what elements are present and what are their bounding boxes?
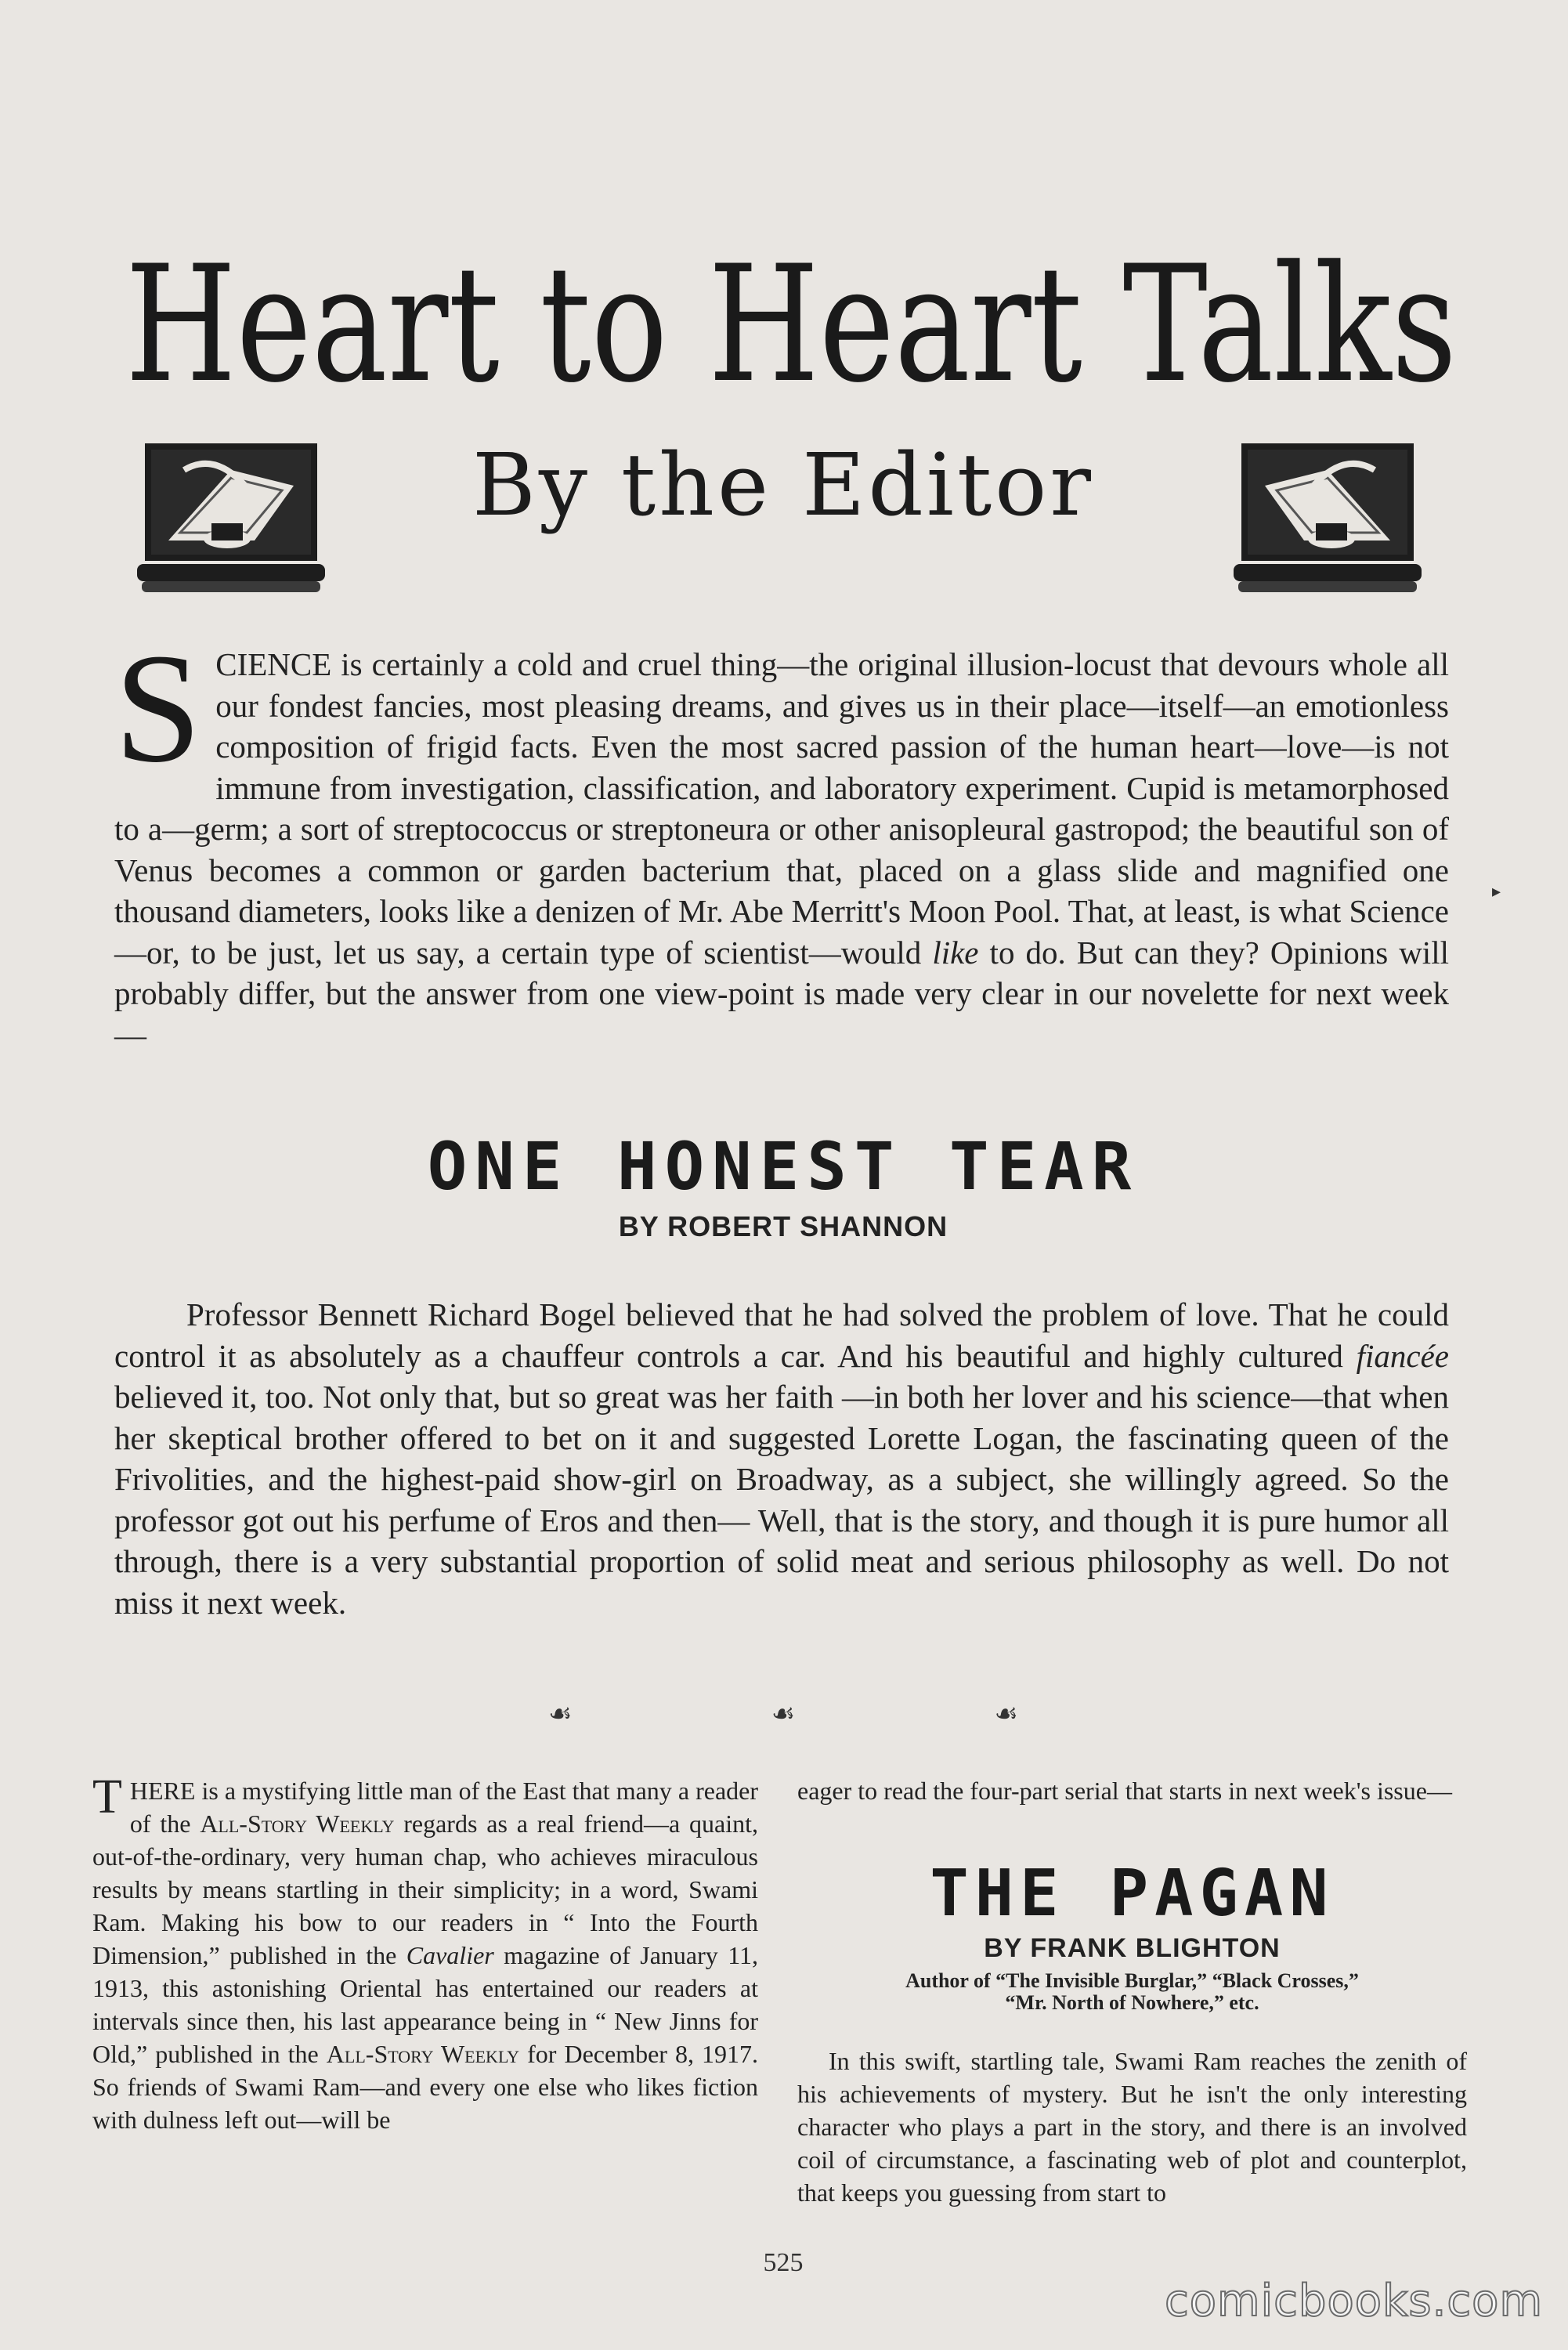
intro-text: CIENCE is certainly a cold and cruel thing—the original illusion-locust that devours whole all our fondest fancies, most pleasing dreams, and gives us in their place—itself—an emotionless composition of frigid facts. Even the most sacred passion of the human heart—love—is not immune from investigation, classification, and laboratory experiment. Cupid is metamorphosed to a—germ; a sort of streptococcus or streptoneura or other anisopleural gastropod; the beautiful son of Venus becomes a common or garden bacterium that, placed on a glass slide and magnified one thousand diameters, looks like a denizen of Mr. Abe Merritt's Moon Pool. That, at least, is what Science—or, to be just, let us say, a certain type of scientist—would bbox=[114, 646, 1449, 971]
watermark: comicbooks.com bbox=[1164, 2276, 1543, 2326]
fleuron-icon: ☙ bbox=[994, 1700, 1018, 1729]
quill-inkwell-book-icon bbox=[137, 439, 325, 595]
fleuron-icon: ☙ bbox=[548, 1700, 573, 1729]
story-desc-text-end: believed it, too. Not only that, but so great was her faith —in both her lover and his science—that when her skeptical brother offered to bet on it and suggested Lorette Logan, the fascinating queen of the Frivolities, and the highest-paid show-girl on Broadway, as a subject, she willingly agreed. So the professor got out his perfume of Eros and then— Well, that is the story, and though it is pure humor all through, there is a very substantial proportion of solid meat and serious philosophy as well. Do not miss it next week. bbox=[114, 1379, 1449, 1621]
quill-inkwell-book-icon bbox=[1234, 439, 1422, 595]
story-description bbox=[114, 1294, 1449, 1623]
page-number: 525 bbox=[763, 2248, 804, 2277]
left-text: regards as a real friend—a quaint, out-of-the-ordinary, very human chap, who achieves miraculous results by means startling in their simplicity; in a word, Swami Ram. Making his bow to our readers in “ Into the Fourth Dimension,” published in the bbox=[92, 1810, 759, 1969]
serial-byline: BY FRANK BLIGHTON bbox=[984, 1933, 1281, 1963]
fleuron-icon: ☙ bbox=[771, 1700, 796, 1729]
page-subtitle: By the Editor bbox=[472, 435, 1094, 535]
left-text: for December 8, 1917. So friends of Swami Ram—and every one else who likes fiction with dulness left out—will be bbox=[92, 2040, 759, 2134]
drop-cap: S bbox=[114, 622, 202, 795]
serial-title: THE PAGAN bbox=[930, 1856, 1335, 1931]
right-column-body: In this swift, startling tale, Swami Ram reaches the zenith of his achievements of mystery. But he isn't the only interesting character who plays a part in the story, and there is an involved coil of circumstance, a fascinating web of plot and counterplot, that keeps you guessing from start to bbox=[797, 2047, 1467, 2207]
intro-italic: like bbox=[932, 934, 979, 971]
author-credits-line: “Mr. North of Nowhere,” etc. bbox=[1005, 1991, 1259, 2014]
intro-text-end: to do. But can they? Opinions will probably differ, but the answer from one view-point is made very clear in our novelette for next week— bbox=[114, 934, 1449, 1053]
magazine-name: All-Story Weekly bbox=[326, 2040, 520, 2068]
story-desc-text: Professor Bennett Richard Bogel believed that he had solved the problem of love. That he could control it as absolutely as a chauffeur controls a car. And his beautiful and highly cultured bbox=[114, 1296, 1449, 1374]
story-byline: BY ROBERT SHANNON bbox=[618, 1210, 948, 1242]
intro-paragraph bbox=[114, 622, 1449, 1055]
left-column bbox=[92, 1770, 759, 2136]
left-text: HERE is a mystifying little man of the East that many a reader of the bbox=[129, 1777, 758, 1838]
right-column-intro: eager to read the four-part serial that starts in next week's issue— bbox=[797, 1777, 1452, 1805]
drop-cap: T bbox=[92, 1770, 122, 1824]
author-credits-line: Author of “The Invisible Burglar,” “Black Crosses,” bbox=[905, 1969, 1359, 1992]
left-text: magazine of January 11, 1913, this astonishing Oriental has entertained our readers at intervals since then, his last appearance being in “ New Jinns for Old,” published in the bbox=[92, 1941, 758, 2068]
magazine-name-italic: Cavalier bbox=[406, 1941, 494, 1969]
story-title: ONE HONEST TEAR bbox=[427, 1128, 1140, 1205]
magazine-name: All-Story Weekly bbox=[200, 1810, 395, 1838]
page-title-text: Heart to Heart Talks bbox=[125, 232, 1457, 418]
section-separator bbox=[548, 1698, 1018, 1730]
margin-mark: ▸ bbox=[1492, 881, 1501, 901]
serial-author-credits bbox=[797, 1970, 1467, 2014]
story-desc-italic: fiancée bbox=[1356, 1337, 1449, 1374]
